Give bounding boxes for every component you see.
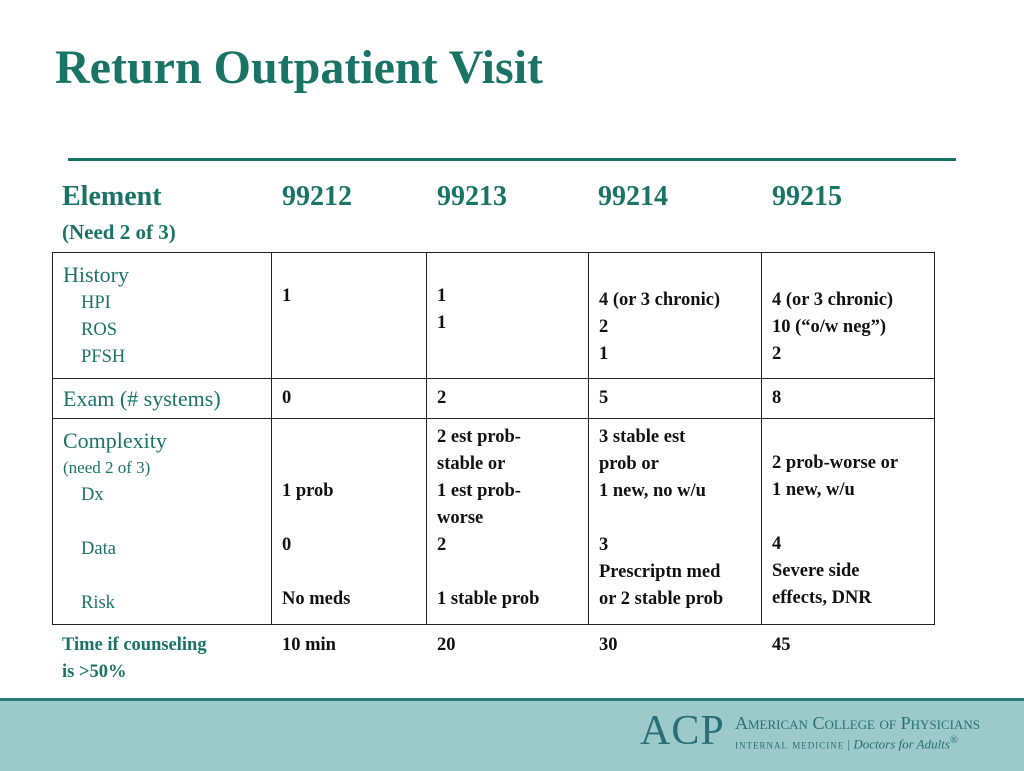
acp-logo-mark: ACP — [640, 708, 725, 754]
exam-99213 — [427, 379, 589, 419]
acp-tagline-b: Doctors for Adults — [853, 736, 950, 752]
exam-99212 — [272, 379, 427, 419]
header-code-99213: 99213 — [437, 181, 507, 212]
complexity-sub-dx: Dx — [81, 485, 104, 505]
header-element: Element — [62, 181, 162, 212]
cell-line: 0 — [282, 535, 292, 555]
cell-line: 1 stable prob — [437, 589, 540, 609]
table-row-complexity — [53, 419, 935, 625]
header-code-99214: 99214 — [598, 181, 668, 212]
acp-org-name: American College of Physicians — [735, 713, 980, 733]
complexity-99213 — [427, 419, 589, 625]
history-label-cell — [53, 253, 272, 379]
history-label: History — [63, 262, 129, 287]
slide-title: Return Outpatient Visit — [55, 41, 544, 94]
cell-line: stable or — [437, 454, 506, 474]
history-99213 — [427, 253, 589, 379]
time-label — [62, 632, 207, 686]
cell-line: 10 (“o/w neg”) — [772, 317, 887, 337]
header-element-sub: (Need 2 of 3) — [62, 220, 176, 244]
exam-label: Exam (# systems) — [63, 386, 221, 411]
history-99212 — [272, 253, 427, 379]
time-label-line1: Time if counseling — [62, 635, 207, 655]
cell-line: Severe side — [772, 561, 860, 581]
cell-line: 1 prob — [282, 481, 334, 501]
cell-line: 8 — [772, 388, 782, 408]
acp-tagline — [735, 735, 958, 750]
history-99214 — [589, 253, 762, 379]
cell-line: No meds — [282, 589, 351, 609]
cell-line: effects, DNR — [772, 588, 872, 608]
complexity-note: (need 2 of 3) — [63, 458, 151, 477]
registered-mark: ® — [949, 734, 959, 746]
exam-label-cell — [53, 379, 272, 419]
history-99215 — [762, 253, 935, 379]
acp-tagline-a: internal medicine — [735, 736, 845, 752]
complexity-99214 — [589, 419, 762, 625]
exam-99215 — [762, 379, 935, 419]
cell-line: 1 new, no w/u — [599, 481, 706, 501]
cell-line: worse — [437, 508, 484, 528]
cell-line: 2 — [599, 317, 609, 337]
complexity-99212 — [272, 419, 427, 625]
coding-table — [52, 252, 935, 625]
time-99212: 10 min — [282, 635, 336, 655]
cell-line: prob or — [599, 454, 659, 474]
complexity-99215 — [762, 419, 935, 625]
cell-line: 1 new, w/u — [772, 480, 855, 500]
cell-line: or 2 stable prob — [599, 589, 724, 609]
time-99215: 45 — [772, 635, 791, 655]
complexity-label: Complexity — [63, 428, 167, 453]
cell-line: Prescriptn med — [599, 562, 721, 582]
table-row-history — [53, 253, 935, 379]
header-code-99215: 99215 — [772, 181, 842, 212]
cell-line: 4 (or 3 chronic) — [772, 290, 894, 310]
table-row-exam — [53, 379, 935, 419]
cell-line: 1 — [437, 313, 447, 333]
cell-line: 4 — [772, 534, 782, 554]
time-99213: 20 — [437, 635, 456, 655]
cell-line: 1 est prob- — [437, 481, 521, 501]
header-code-99212: 99212 — [282, 181, 352, 212]
cell-line: 1 — [599, 344, 609, 364]
cell-line: 2 prob-worse or — [772, 453, 899, 473]
exam-99214 — [589, 379, 762, 419]
cell-line: 2 — [437, 535, 447, 555]
complexity-label-cell — [53, 419, 272, 625]
time-99214: 30 — [599, 635, 618, 655]
history-sub-hpi: HPI — [81, 293, 111, 313]
cell-line: 3 — [599, 535, 609, 555]
cell-line: 1 — [437, 286, 447, 306]
history-sub-ros: ROS — [81, 320, 117, 340]
cell-line: 1 — [282, 286, 292, 306]
cell-line: 2 est prob- — [437, 427, 521, 447]
complexity-sub-risk: Risk — [81, 593, 115, 613]
complexity-sub-data: Data — [81, 539, 116, 559]
acp-tagline-sep: | — [847, 736, 851, 752]
cell-line: 0 — [282, 388, 292, 408]
time-label-line2: is >50% — [62, 662, 127, 682]
cell-line: 5 — [599, 388, 609, 408]
cell-line: 4 (or 3 chronic) — [599, 290, 721, 310]
cell-line: 2 — [437, 388, 447, 408]
title-underline — [68, 158, 956, 161]
cell-line: 2 — [772, 344, 782, 364]
history-sub-pfsh: PFSH — [81, 347, 126, 367]
cell-line: 3 stable est — [599, 427, 686, 447]
